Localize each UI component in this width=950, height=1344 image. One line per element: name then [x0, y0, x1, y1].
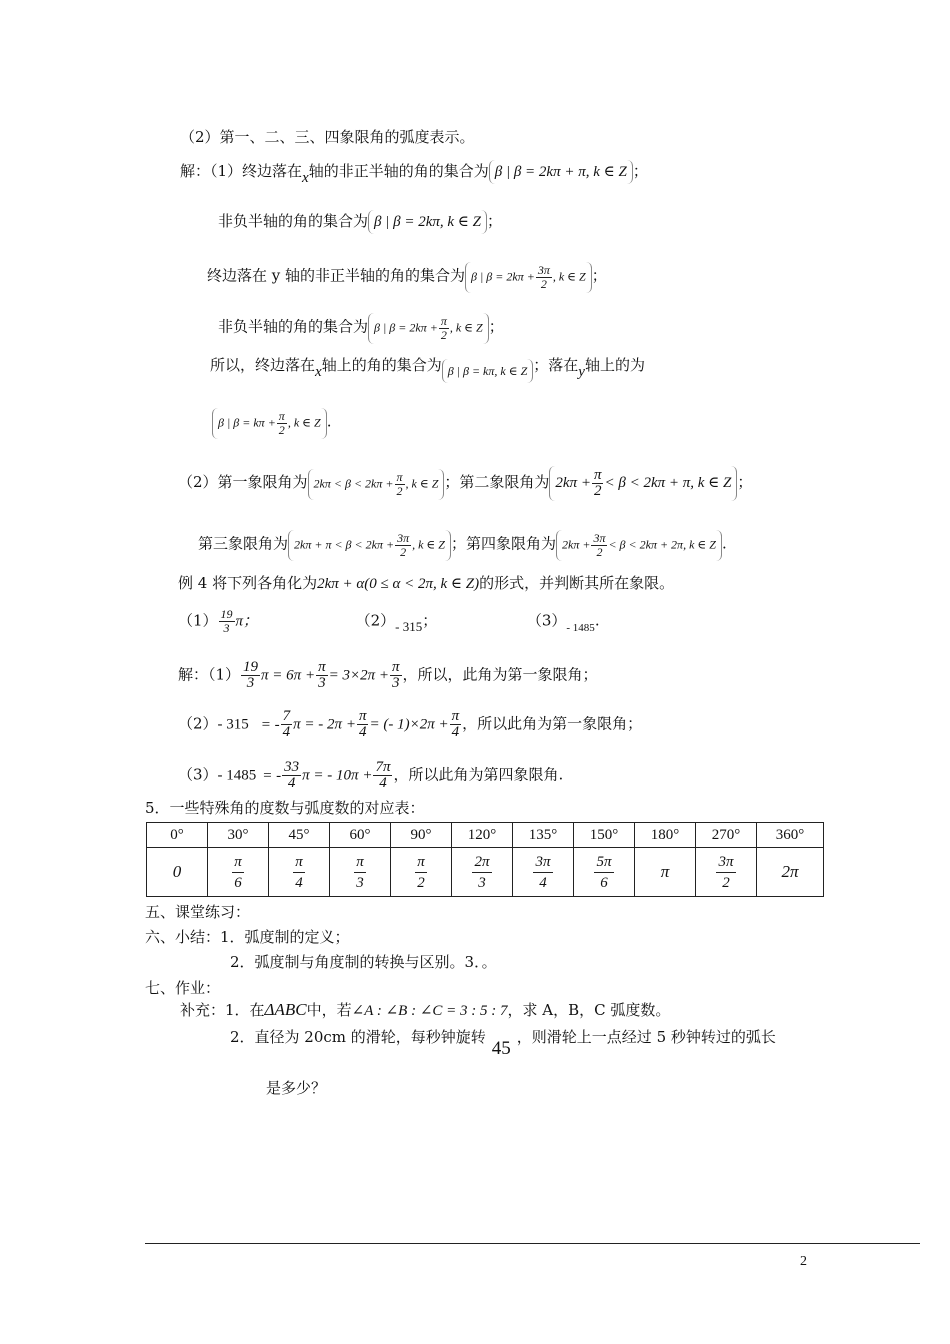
fraction: $\frac{\pi}{2}$ — [440, 314, 447, 342]
fraction: $\frac{19}{3}$ — [220, 607, 233, 635]
text: ，则滑轮上一点经过 5 秒钟转过的弧长 — [516, 1028, 776, 1046]
radian-cell — [452, 848, 513, 897]
set-x-axis: β | β = kπ, k ∈ Z — [442, 359, 534, 383]
solution-line-2: 非负半轴的角的集合为 β | β = 2kπ, k ∈ Z ； — [218, 210, 502, 234]
radian-cell — [391, 848, 452, 897]
text: 非负半轴的角的集合为 — [218, 212, 369, 230]
set-quadrant-4: 2kπ + $\frac{3\pi}{2}$ < β < 2kπ + 2π, k ∈ Z — [556, 530, 722, 561]
radian-fraction: $\frac{3\pi}{2}$ — [718, 853, 734, 891]
rotation-value: 45 — [491, 1038, 511, 1059]
fraction: $\frac{33}{4}$ — [284, 759, 300, 791]
target-form: 2kπ + α(0 ≤ α < 2π, k ∈ Z) — [317, 576, 480, 592]
radian-fraction: $\frac{3\pi}{4}$ — [535, 853, 551, 891]
set-y-axis: β | β = kπ + $\frac{\pi}{2}$ , k ∈ Z — [212, 408, 327, 439]
set-x-nonpositive: β | β = 2kπ + π, k ∈ Z — [489, 160, 633, 184]
radian-value: 2π — [781, 862, 799, 881]
radian-value: π — [660, 862, 670, 881]
footer-rule — [145, 1243, 920, 1244]
fraction: $\frac{\pi}{3}$ — [318, 659, 326, 691]
text: ，所以，此角为第一象限角； — [402, 665, 598, 684]
radian-fraction: $\frac{\pi}{4}$ — [295, 853, 303, 891]
degree-row — [147, 823, 824, 848]
radian-fraction: $\frac{\pi}{2}$ — [417, 853, 425, 891]
fraction: $\frac{3\pi}{2}$ — [537, 263, 550, 291]
degree-cell: 120° — [452, 823, 513, 848]
radian-cell — [635, 848, 696, 897]
text: 第三象限角为 — [198, 534, 289, 553]
var-x: x — [315, 364, 322, 380]
example-solution-1 — [178, 660, 598, 691]
var-x: x — [302, 170, 309, 186]
radian-fraction: $\frac{\pi}{3}$ — [356, 853, 364, 891]
solution-line-3: 终边落在 y 轴的非正半轴的角的集合为 β | β = 2kπ + $\frac{3\pi}{2}$ , k ∈ Z ； — [207, 263, 607, 291]
fraction: $\frac{19}{3}$ — [243, 659, 259, 691]
degree-cell: 60° — [330, 823, 391, 848]
text: 轴上的为 — [584, 356, 645, 374]
radian-cell — [147, 848, 208, 897]
set-x-nonnegative: β | β = 2kπ, k ∈ Z — [368, 210, 487, 234]
text: 中，若 — [306, 1001, 352, 1019]
fraction: $\frac{\pi}{2}$ — [593, 467, 602, 499]
fraction: $\frac{7\pi}{4}$ — [375, 759, 391, 791]
text: = - — [260, 716, 280, 733]
radian-cell — [269, 848, 330, 897]
text: 轴上的角的集合为 — [321, 356, 442, 374]
homework-item-2 — [230, 1027, 776, 1059]
text: 例 4 将下列各角化为 — [178, 574, 318, 592]
degree-cell: 150° — [574, 823, 635, 848]
degree-radian-table — [146, 822, 824, 897]
text: 2．直径为 20cm 的滑轮，每秒钟旋转 — [230, 1028, 486, 1046]
solution-line-5 — [210, 354, 645, 378]
text: （3） — [526, 611, 567, 630]
solution-line-1: 解：（1）终边落在x轴的非正半轴的角的集合为 β | β = 2kπ + π, k ∈ Z ； — [180, 162, 648, 186]
radian-fraction: $\frac{5\pi}{6}$ — [596, 853, 612, 891]
solution-line-4: 非负半轴的角的集合为 β | β = 2kπ + $\frac{\pi}{2}$ , k ∈ Z ； — [218, 314, 504, 342]
solution-line-6: β | β = kπ + $\frac{\pi}{2}$ , k ∈ Z . — [212, 408, 331, 439]
fraction: $\frac{\pi}{2}$ — [396, 469, 403, 498]
section-5-heading: 5．一些特殊角的度数与弧度数的对应表： — [145, 799, 425, 817]
text: π； — [235, 613, 259, 630]
text: ；第四象限角为 — [450, 534, 556, 553]
example-solution-3 — [178, 760, 563, 791]
section-practice: 五、课堂练习： — [145, 903, 251, 921]
text: 解：（1） — [178, 665, 241, 684]
summary-item-2: 2．弧度制与角度制的转换与区别。3．。 — [230, 953, 497, 971]
text: （1） — [178, 611, 218, 630]
text: 解：（1）终边落在 — [180, 162, 303, 180]
text: （3） — [178, 765, 218, 784]
text: π = - 10π + — [302, 767, 373, 784]
text: - 315 — [217, 716, 249, 733]
text: 非负半轴的角的集合为 — [218, 317, 369, 336]
homework-item-2-cont: 是多少？ — [266, 1079, 327, 1097]
radian-value: 0 — [172, 862, 182, 881]
degree-cell: 0° — [147, 823, 208, 848]
text: = - — [262, 767, 282, 784]
set-quadrant-3: 2kπ + π < β < 2kπ + $\frac{3\pi}{2}$ , k ∈ Z — [288, 530, 451, 561]
radian-row — [147, 848, 824, 897]
example-4-heading — [178, 573, 674, 594]
text: - 1485 — [217, 767, 257, 784]
set-y-nonpositive: β | β = 2kπ + $\frac{3\pi}{2}$ , k ∈ Z — [465, 262, 592, 293]
set-quadrant-2: 2kπ + $\frac{\pi}{2}$ < β < 2kπ + π, k ∈ Z — [549, 466, 737, 501]
quadrant-line-2: 第三象限角为 2kπ + π < β < 2kπ + $\frac{3\pi}{2}$ , k ∈ Z ；第四象限角为 2kπ + $\frac{3\pi}{2}$ < β < 2kπ + 2π, k ∈ Z . — [198, 531, 727, 559]
degree-cell: 90° — [391, 823, 452, 848]
text: （2） — [178, 714, 218, 733]
text: 所以，终边落在 — [210, 356, 316, 374]
section-summary: 六、小结：1．弧度制的定义； — [145, 928, 350, 946]
text: = 3×2π + — [328, 667, 389, 684]
text: （2） — [355, 611, 396, 630]
quadrant-line-1: （2）第一象限角为 2kπ < β < 2kπ + $\frac{\pi}{2}$ , k ∈ Z ；第二象限角为 2kπ + $\frac{\pi}{2}$ < β < 2kπ + π, k ∈ Z ； — [178, 467, 753, 499]
fraction: $\frac{7}{4}$ — [282, 708, 291, 740]
radian-fraction: $\frac{2\pi}{3}$ — [474, 853, 490, 891]
radian-cell — [330, 848, 391, 897]
angle-value: - 315 — [395, 618, 423, 634]
fraction: $\frac{\pi}{2}$ — [278, 409, 285, 437]
fraction: $\frac{\pi}{4}$ — [358, 708, 367, 740]
fraction: $\frac{\pi}{4}$ — [451, 708, 460, 740]
page-number: 2 — [800, 1254, 807, 1269]
text: ；第二象限角为 — [444, 472, 550, 491]
radian-cell — [208, 848, 269, 897]
text: ，所以此角为第一象限角； — [462, 714, 643, 733]
angle-value: - 1485 — [566, 621, 595, 634]
radian-cell — [757, 848, 824, 897]
degree-cell: 135° — [513, 823, 574, 848]
fraction: $\frac{\pi}{3}$ — [391, 659, 400, 691]
text: π = 6π + — [261, 667, 316, 684]
set-y-nonnegative: β | β = 2kπ + $\frac{\pi}{2}$ , k ∈ Z — [368, 313, 489, 344]
text: ，求 A，B，C 弧度数。 — [507, 1001, 671, 1019]
radian-fraction: $\frac{\pi}{6}$ — [234, 853, 242, 891]
angle-ratio: ∠A : ∠B : ∠C = 3 : 5 : 7 — [351, 1003, 508, 1019]
var-y: y — [578, 364, 585, 380]
degree-cell: 180° — [635, 823, 696, 848]
text: π = - 2π + — [293, 716, 356, 733]
text: （2）第一象限角为 — [178, 472, 308, 491]
degree-cell: 360° — [757, 823, 824, 848]
text: 的形式，并判断其所在象限。 — [479, 574, 675, 592]
radian-cell — [574, 848, 635, 897]
triangle-label: ΔABC — [264, 1000, 307, 1019]
set-quadrant-1: 2kπ < β < 2kπ + $\frac{\pi}{2}$ , k ∈ Z — [308, 469, 445, 500]
degree-cell: 45° — [269, 823, 330, 848]
example-4-problems: （1） $\frac{19}{3}$ π； （2）- 315； $(3)_{- 1485}$. — [178, 607, 600, 635]
subquestion-2-heading: （2）第一、二、三、四象限角的弧度表示。 — [180, 128, 475, 146]
radian-cell — [513, 848, 574, 897]
homework-item-1 — [180, 1000, 670, 1021]
example-solution-2 — [178, 709, 642, 740]
text: 轴的非正半轴的角的集合为 — [308, 162, 489, 180]
text: ，所以此角为第四象限角. — [393, 765, 564, 784]
degree-cell: 30° — [208, 823, 269, 848]
radian-cell — [696, 848, 757, 897]
text: ；落在 — [533, 356, 579, 374]
degree-cell: 270° — [696, 823, 757, 848]
section-homework: 七、作业： — [145, 979, 221, 997]
fraction: $\frac{3\pi}{2}$ — [397, 531, 410, 559]
text: = (- 1)×2π + — [369, 716, 449, 733]
text: 补充：1．在 — [180, 1001, 265, 1019]
text: 终边落在 y 轴的非正半轴的角的集合为 — [207, 266, 466, 285]
fraction: $\frac{3\pi}{2}$ — [593, 531, 606, 559]
